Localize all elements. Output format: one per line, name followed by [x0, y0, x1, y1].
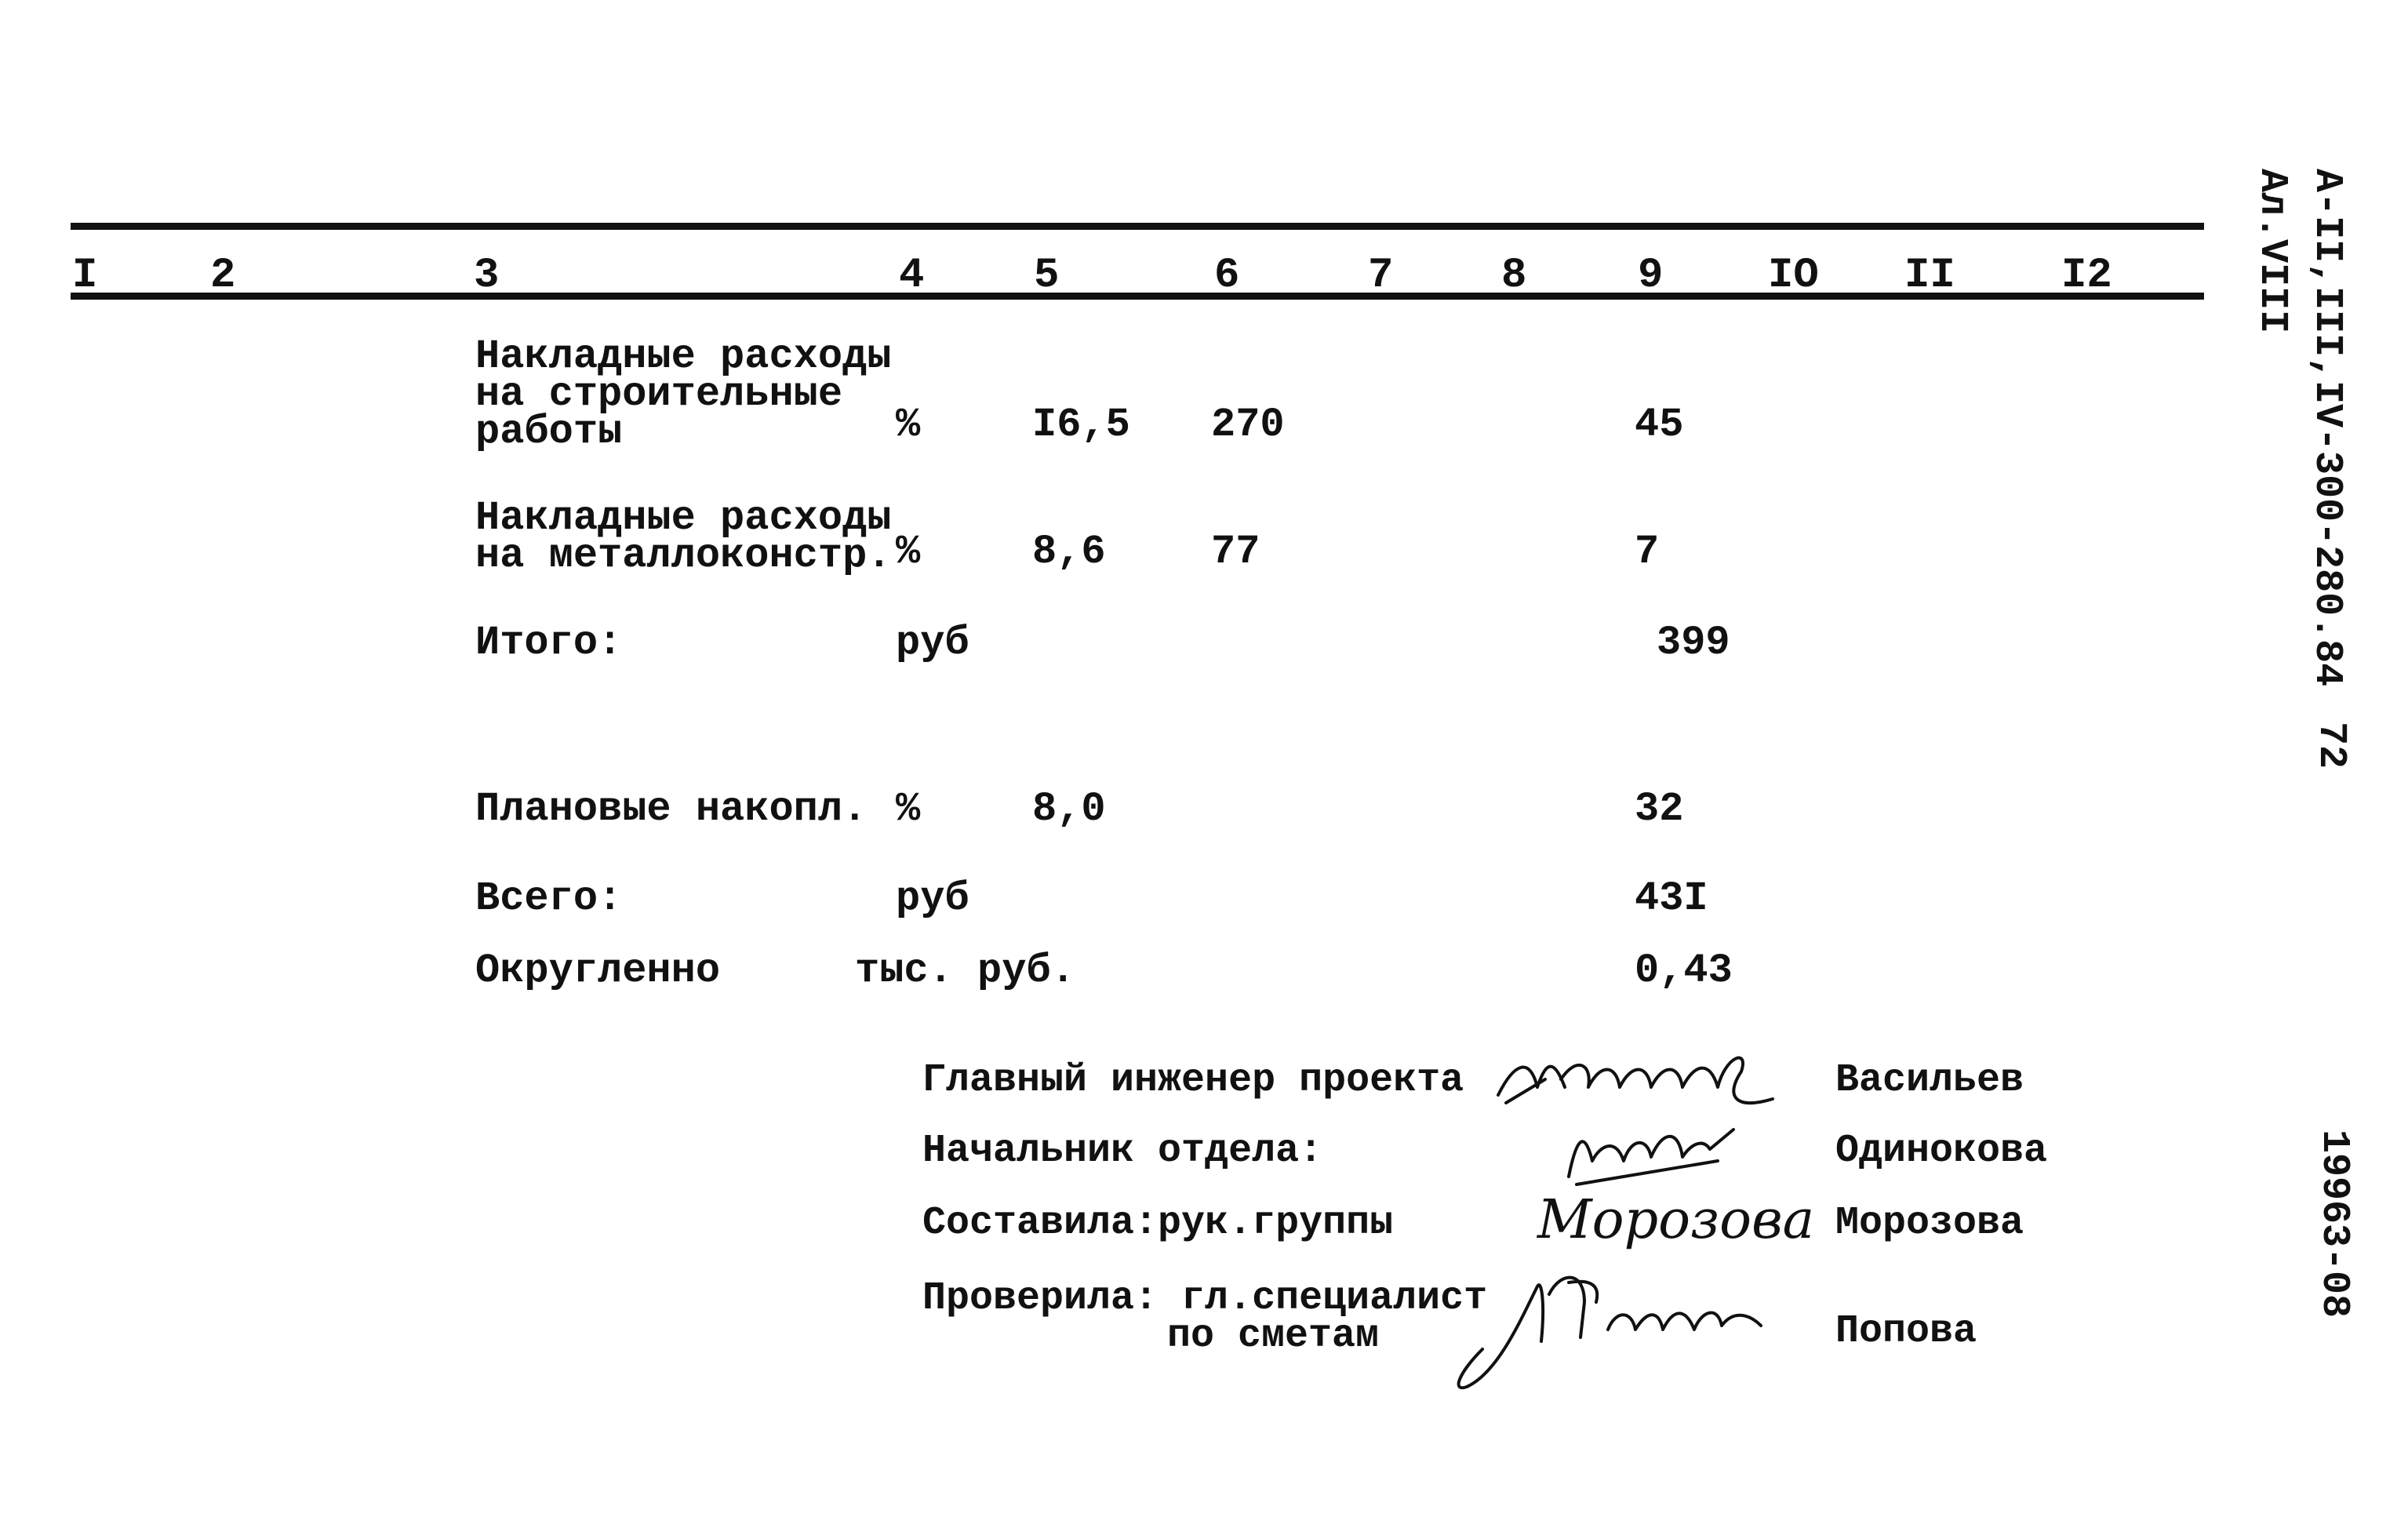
sig-dept-head-name: Одинокова	[1835, 1129, 2048, 1173]
sig-chief-engineer-name: Васильев	[1835, 1058, 2024, 1103]
row-grand-total-unit: руб	[896, 875, 969, 922]
col-header-12: I2	[2061, 252, 2112, 300]
svg-text:Морозова: Морозова	[1537, 1189, 1815, 1251]
row-1-label-line-2: на строительные	[475, 371, 843, 417]
row-grand-total-col9: 43I	[1635, 875, 1708, 922]
col-header-9: 9	[1638, 252, 1664, 300]
row-2-label-line-2: на металлоконстр.	[475, 533, 892, 579]
row-planned-unit: %	[896, 786, 921, 832]
row-rounded-col9: 0,43	[1635, 948, 1733, 994]
margin-doc-code: А-II,III,IV-300-280.84	[2304, 169, 2349, 687]
row-2-col5: 8,6	[1032, 529, 1106, 575]
table-header-rule	[71, 293, 2204, 300]
row-planned-label: Плановые накопл.	[475, 786, 868, 832]
sig-checked-title-line-1: Проверила: гл.специалист	[922, 1276, 1488, 1321]
col-header-5: 5	[1034, 252, 1060, 300]
row-1-col9: 45	[1635, 402, 1684, 448]
row-rounded-label: Округленно	[475, 948, 721, 994]
col-header-1: I	[72, 252, 98, 300]
col-header-7: 7	[1368, 252, 1394, 300]
col-header-2: 2	[210, 252, 236, 300]
margin-page-number: 72	[2308, 722, 2353, 769]
sig-checked-name: Попова	[1835, 1309, 1977, 1354]
row-2-unit: %	[896, 529, 921, 575]
signature-popova	[1451, 1255, 1796, 1388]
sig-compiled-name: Морозова	[1835, 1201, 2024, 1246]
row-grand-total-label: Всего:	[475, 875, 623, 922]
signature-morozova	[1530, 1177, 1815, 1263]
signature-vasiliev	[1490, 1032, 1804, 1119]
row-1-col5: I6,5	[1032, 402, 1130, 448]
row-total-col9: 399	[1657, 620, 1730, 666]
margin-album: Ал.VIII	[2250, 169, 2294, 334]
row-2-col6: 77	[1211, 529, 1260, 575]
row-total-unit: руб	[896, 620, 969, 666]
row-1-label-line-3: работы	[475, 409, 623, 455]
margin-doc-number: 19963-08	[2312, 1130, 2356, 1319]
row-1-unit: %	[896, 402, 921, 448]
row-planned-col9: 32	[1635, 786, 1684, 832]
row-2-col9: 7	[1635, 529, 1660, 575]
row-2-label-line-1: Накладные расходы	[475, 495, 892, 541]
row-1-label-line-1: Накладные расходы	[475, 333, 892, 380]
row-rounded-unit: тыс. руб.	[855, 948, 1075, 994]
row-total-label: Итого:	[475, 620, 623, 666]
sig-compiled-title: Составила:рук.группы	[922, 1201, 1394, 1246]
row-planned-col5: 8,0	[1032, 786, 1106, 832]
col-header-4: 4	[899, 252, 925, 300]
col-header-6: 6	[1214, 252, 1240, 300]
col-header-8: 8	[1501, 252, 1527, 300]
row-1-col6: 270	[1211, 402, 1285, 448]
col-header-10: IO	[1768, 252, 1819, 300]
col-header-11: II	[1904, 252, 1955, 300]
table-top-rule	[71, 223, 2204, 230]
sig-chief-engineer-title: Главный инженер проекта	[922, 1058, 1464, 1103]
col-header-3: 3	[474, 252, 500, 300]
sig-dept-head-title: Начальник отдела:	[922, 1129, 1323, 1173]
sig-checked-title-line-2: по сметам	[1167, 1314, 1380, 1359]
